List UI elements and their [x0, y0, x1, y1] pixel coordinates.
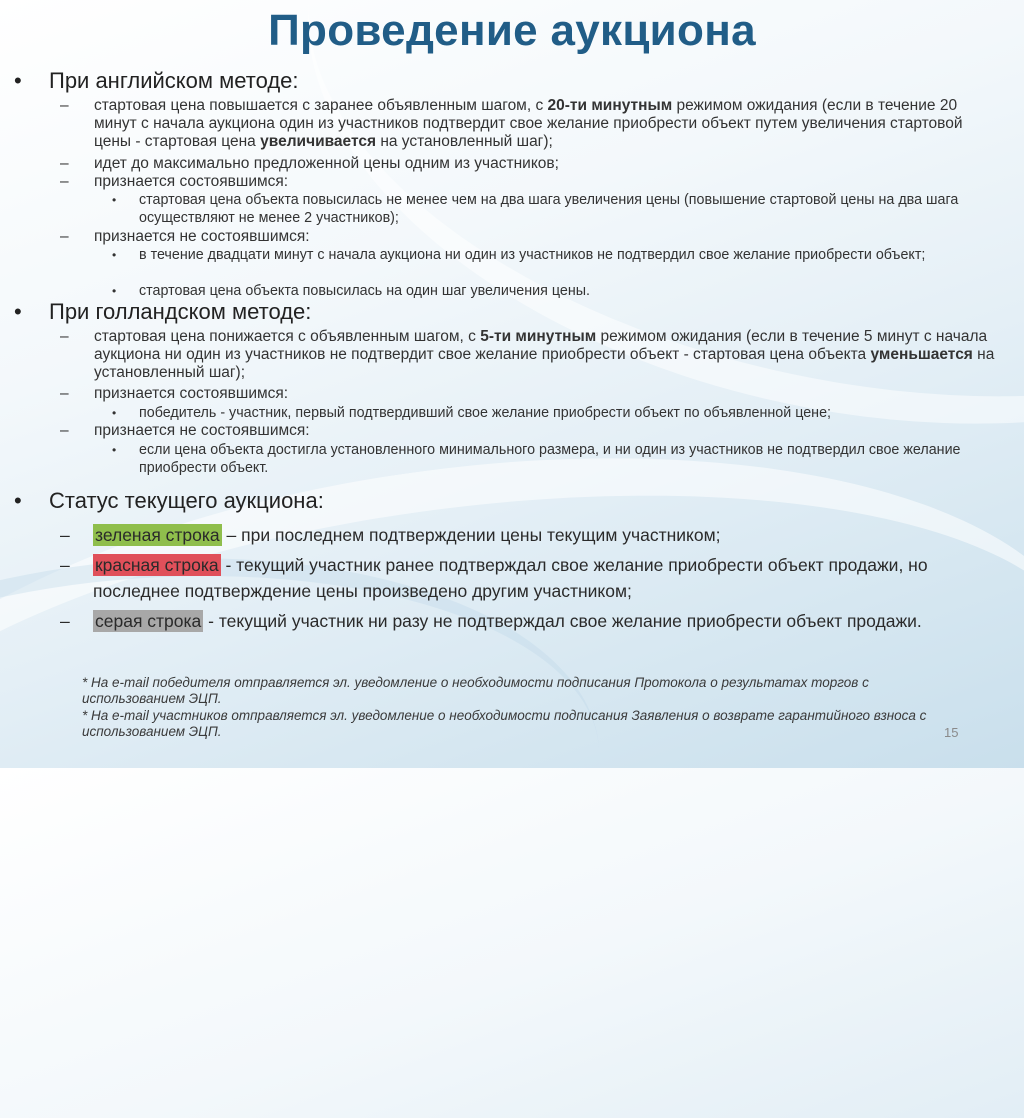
english-rule-2-text: идет до максимально предложенной цены одним из участников;	[94, 155, 559, 172]
dash-icon: –	[60, 422, 69, 439]
dutch-rule-2-text: признается состоявшимся:	[94, 385, 289, 402]
bullet-icon: •	[14, 68, 22, 93]
dash-icon: –	[60, 173, 69, 190]
background-swoosh	[0, 529, 614, 1029]
english-rule-1-text: стартовая цена повышается с заранее объявленным шагом, с 20-ти минутным режимом ожидания (если в течение 20 минут с начала аукциона один из участников подтвердит свое желание приобрести объект путем увеличения стартовой цены - стартовая цена увеличивается на установленный шаг);	[94, 97, 963, 150]
english-rule-3-bullet-text: стартовая цена объекта повысилась не менее чем на два шага увеличения цены (повышение стартовой цены на два шага осуществляют не менее 2 участников);	[139, 192, 959, 226]
status-red-text: красная строка - текущий участник ранее подтверждал свое желание приобрести объект продажи, но последнее подтверждение цены произведено другим участником;	[93, 555, 928, 601]
footnote-participants: * На e-mail участников отправляется эл. уведомление о необходимости подписания Заявления о возврате гарантийного взноса с использованием ЭЦП.	[82, 708, 927, 739]
dutch-rule-1-text: стартовая цена понижается с объявленным шагом, с 5-ти минутным режимом ожидания (если в течение 5 минут с начала аукциона ни один из участников не подтвердит свое желание приобрести объект - стартовая цена объекта уменьшается на установленный шаг);	[94, 328, 995, 381]
english-rule-3-text: признается состоявшимся:	[94, 173, 289, 190]
status-green-text: зеленая строка – при последнем подтверждении цены текущим участником;	[95, 525, 721, 545]
status-heading: Статус текущего аукциона:	[49, 488, 324, 513]
dash-icon: –	[60, 97, 69, 114]
dash-icon: –	[60, 555, 70, 575]
dutch-rule-2-bullet-text: победитель - участник, первый подтвердивший свое желание приобрести объект по объявленной цене;	[139, 405, 831, 421]
english-rule-4-text: признается не состоявшимся:	[94, 228, 310, 245]
bullet-icon: •	[112, 284, 117, 298]
footnote-winner: * На e-mail победителя отправляется эл. уведомление о необходимости подписания Протокола о результатах торгов с использованием ЭЦП.	[82, 675, 869, 706]
dutch-rule-3-text: признается не состоявшимся:	[94, 422, 310, 439]
status-gray-text: серая строка - текущий участник ни разу не подтверждал свое желание приобрести объект продажи.	[95, 611, 922, 631]
dutch-rule-3-bullet-text: если цена объекта достигла установленного минимального размера, и ни один из участников не подтвердил свое желание приобрести объект.	[139, 442, 961, 476]
red-row-highlight: красная строка	[95, 555, 219, 575]
dash-icon: –	[60, 611, 70, 631]
bullet-icon: •	[112, 406, 117, 420]
gray-row-highlight: серая строка	[95, 611, 202, 631]
slide-title: Проведение аукциона	[268, 6, 756, 55]
english-rule-4-bullet-1-text: в течение двадцати минут с начала аукциона ни один из участников не подтвердил свое желание приобрести объект;	[139, 247, 926, 263]
dash-icon: –	[60, 525, 70, 545]
bullet-icon: •	[14, 488, 22, 513]
bullet-icon: •	[14, 299, 22, 324]
english-rule-4-bullet-2-text: стартовая цена объекта повысилась на один шаг увеличения цены.	[139, 283, 590, 299]
page-number: 15	[944, 725, 959, 740]
dutch-method-heading: При голландском методе:	[49, 299, 312, 324]
bullet-icon: •	[112, 193, 117, 207]
dash-icon: –	[60, 155, 69, 172]
dash-icon: –	[60, 328, 69, 345]
green-row-highlight: зеленая строка	[95, 525, 220, 545]
bullet-icon: •	[112, 443, 117, 457]
dash-icon: –	[60, 228, 69, 245]
english-method-heading: При английском методе:	[49, 68, 299, 93]
dash-icon: –	[60, 385, 69, 402]
bullet-icon: •	[112, 248, 117, 262]
